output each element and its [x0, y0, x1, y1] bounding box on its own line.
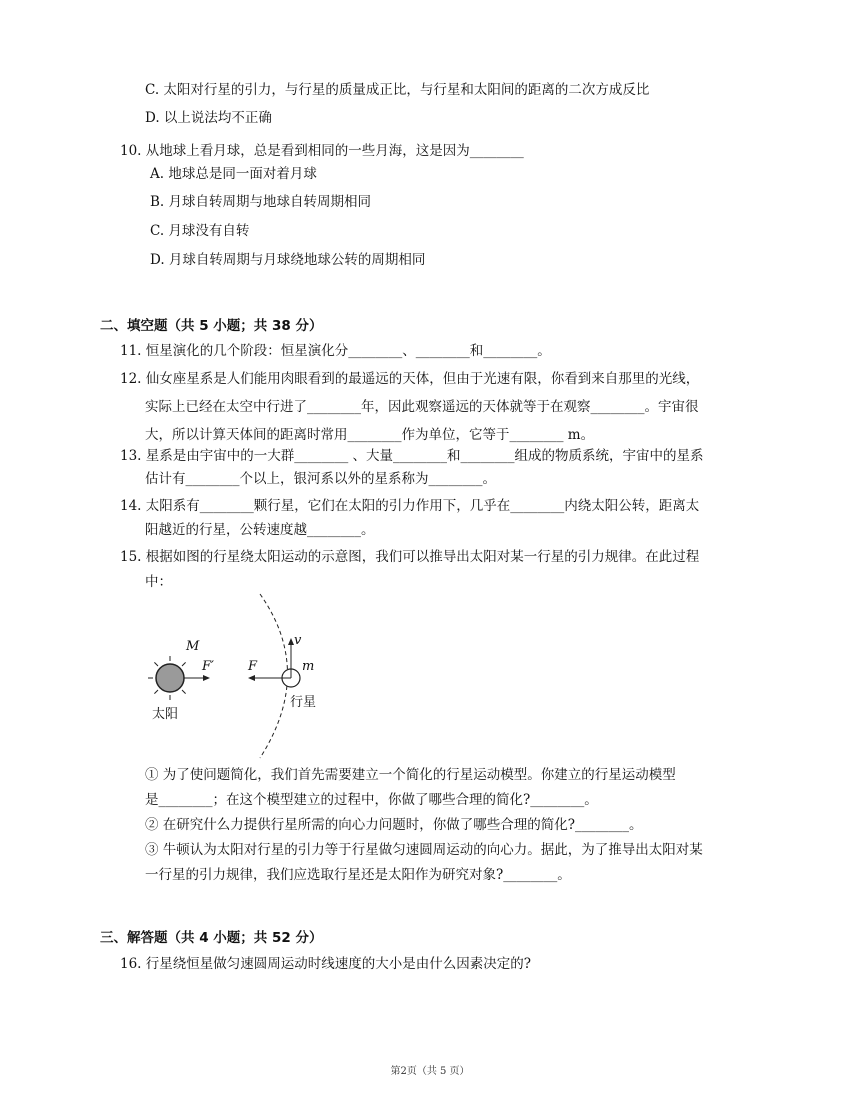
text-line: 实际上已经在太空中行进了________年，因此观察遥远的天体就等于在观察________。宇宙很 [145, 399, 699, 415]
text-line: ③ 牛顿认为太阳对行星的引力等于行星做匀速圆周运动的向心力。据此，为了推导出太阳对某 [145, 842, 703, 858]
planet-orbit-figure [130, 592, 360, 762]
text-line: 中： [145, 574, 172, 590]
page-footer: 第2页（共 5 页） [390, 1066, 470, 1077]
text-line: 估计有________个以上，银河系以外的星系称为________。 [145, 471, 496, 487]
orbit-diagram [130, 592, 360, 762]
text-line: D. 以上说法均不正确 [145, 110, 272, 126]
text-line: 是________；在这个模型建立的过程中，你做了哪些合理的简化?________。 [145, 792, 598, 808]
text-line: 16. 行星绕恒星做匀速圆周运动时线速度的大小是由什么因素决定的? [120, 956, 531, 972]
text-line: A. 地球总是同一面对着月球 [150, 166, 317, 182]
planet-mass-label: m [302, 659, 315, 674]
sun-force-label: F′ [202, 659, 214, 674]
text-line: 13. 星系是由宇宙中的一大群________ 、大量________和________组成的物质系统，宇宙中的星系 [120, 448, 704, 464]
text-line: 10. 从地球上看月球，总是看到相同的一些月海，这是因为________ [120, 143, 524, 159]
sun-label: 太阳 [152, 707, 179, 722]
planet-velocity-label: v [294, 633, 302, 648]
text-line: 12. 仙女座星系是人们能用肉眼看到的最遥远的天体，但由于光速有限，你看到来自那里的光线， [120, 371, 700, 387]
text-line: 14. 太阳系有________颗行星，它们在太阳的引力作用下，几乎在________内绕太阳公转，距离太 [120, 498, 700, 514]
text-line: 阳越近的行星，公转速度越________。 [145, 522, 375, 538]
text-line: ① 为了使问题简化，我们首先需要建立一个简化的行星运动模型。你建立的行星运动模型 [145, 767, 676, 783]
sun-mass-label: M [186, 639, 200, 654]
text-line: D. 月球自转周期与月球绕地球公转的周期相同 [150, 252, 426, 268]
text-line: C. 月球没有自转 [150, 223, 250, 239]
text-line: 大，所以计算天体间的距离时常用________作为单位，它等于________ m。 [145, 427, 595, 443]
planet-label: 行星 [290, 695, 317, 710]
text-line: ② 在研究什么力提供行星所需的向心力问题时，你做了哪些合理的简化?________。 [145, 817, 643, 833]
text-line: 15. 根据如图的行星绕太阳运动的示意图，我们可以推导出太阳对某一行星的引力规律。在此过程 [120, 549, 700, 565]
text-line: B. 月球自转周期与地球自转周期相同 [150, 194, 372, 210]
planet-force-label: F [248, 659, 258, 674]
text-line: 一行星的引力规律，我们应选取行星还是太阳作为研究对象?________。 [145, 867, 571, 883]
text-line: C. 太阳对行星的引力，与行星的质量成正比，与行星和太阳间的距离的二次方成反比 [145, 82, 650, 98]
text-line: 11. 恒星演化的几个阶段：恒星演化分________、________和________。 [120, 343, 551, 359]
sun-force-arrow [184, 675, 210, 681]
section-heading: 三、解答题（共 4 小题；共 52 分） [100, 930, 323, 946]
section-heading: 二、填空题（共 5 小题；共 38 分） [100, 318, 323, 334]
